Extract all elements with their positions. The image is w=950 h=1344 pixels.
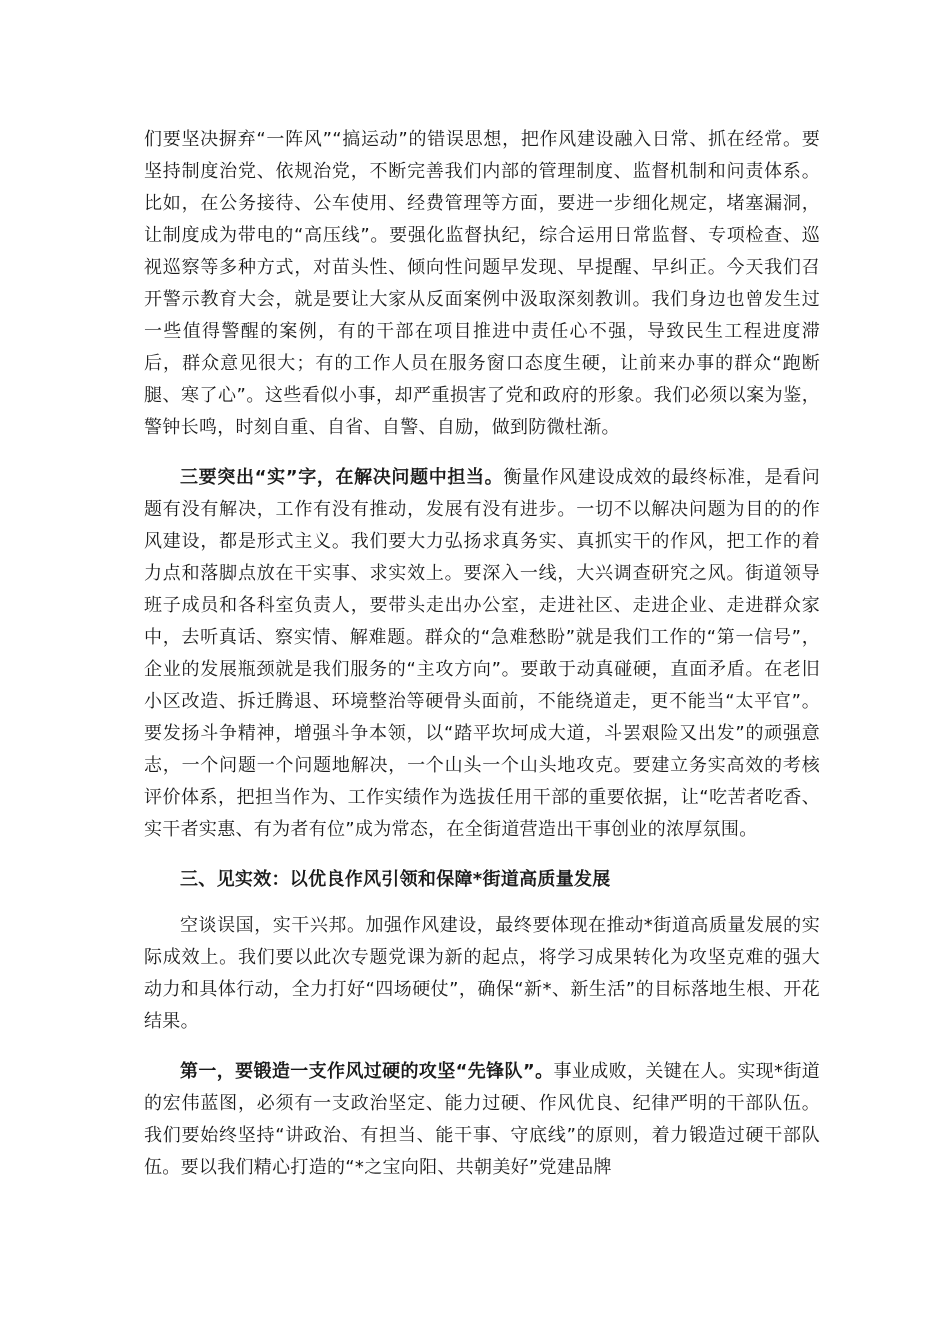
- paragraph-text: 事业成败，关键在人。实现*街道的宏伟蓝图，必须有一支政治坚定、能力过硬、作风优良、纪律严明的干部队伍。我们要始终坚持“讲政治、有担当、能干事、守底线”的原则，着力锻造过硬干部队伍。要以我们精心打造的“*之宝向阳、共朝美好”党建品牌: [144, 1061, 820, 1178]
- paragraph-lead: 第一，要锻造一支作风过硬的攻坚“先锋队”。: [180, 1061, 554, 1082]
- document-body: [144, 124, 820, 1202]
- paragraph-text: 空谈误国，实干兴邦。加强作风建设，最终要体现在推动*街道高质量发展的实际成效上。我们要以此次专题党课为新的起点，将学习成果转化为攻坚克难的强大动力和具体行动，全力打好“四场硬仗”，确保“新*、新生活”的目标落地生根、开花结果。: [144, 915, 820, 1032]
- paragraph-text: 们要坚决摒弃“一阵风”“搞运动”的错误思想，把作风建设融入日常、抓在经常。要坚持制度治党、依规治党，不断完善我们内部的管理制度、监督机制和问责体系。比如，在公务接待、公车使用、经费管理等方面，要进一步细化规定，堵塞漏洞，让制度成为带电的“高压线”。要强化监督执纪，综合运用日常监督、专项检查、巡视巡察等多种方式，对苗头性、倾向性问题早发现、早提醒、早纠正。今天我们召开警示教育大会，就是要让大家从反面案例中汲取深刻教训。我们身边也曾发生过一些值得警醒的案例，有的干部在项目推进中责任心不强，导致民生工程进度滞后，群众意见很大；有的工作人员在服务窗口态度生硬，让前来办事的群众“跑断腿、寒了心”。这些看似小事，却严重损害了党和政府的形象。我们必须以案为鉴，警钟长鸣，时刻自重、自省、自警、自励，做到防微杜渐。: [144, 129, 820, 438]
- paragraph-text: 衡量作风建设成效的最终标准，是看问题有没有解决，工作有没有推动，发展有没有进步。一切不以解决问题为目的的作风建设，都是形式主义。我们要大力弘扬求真务实、真抓实干的作风，把工作的着力点和落脚点放在干实事、求实效上。要深入一线，大兴调查研究之风。街道领导班子成员和各科室负责人，要带头走出办公室，走进社区、走进企业、走进群众家中，去听真话、察实情、解难题。群众的“急难愁盼”就是我们工作的“第一信号”，企业的发展瓶颈就是我们服务的“主攻方向”。要敢于动真碰硬，直面矛盾。在老旧小区改造、拆迁腾退、环境整治等硬骨头面前，不能绕道走，更不能当“太平官”。要发扬斗争精神，增强斗争本领，以“踏平坎坷成大道，斗罢艰险又出发”的顽强意志，一个问题一个问题地解决，一个山头一个山头地攻克。要建立务实高效的考核评价体系，把担当作为、工作实绩作为选拔任用干部的重要依据，让“吃苦者吃香、实干者实惠、有为者有位”成为常态，在全街道营造出干事创业的浓厚氛围。: [144, 467, 820, 840]
- paragraph-lead: 三要突出“实”字，在解决问题中担当。: [180, 467, 504, 488]
- paragraph-introduction: [144, 910, 820, 1038]
- paragraph-discipline-supervision: [144, 124, 820, 444]
- paragraph-vanguard-team: [144, 1056, 820, 1184]
- paragraph-practical-action: [144, 462, 820, 846]
- section-heading: 三、见实效：以优良作风引领和保障*街道高质量发展: [180, 869, 611, 890]
